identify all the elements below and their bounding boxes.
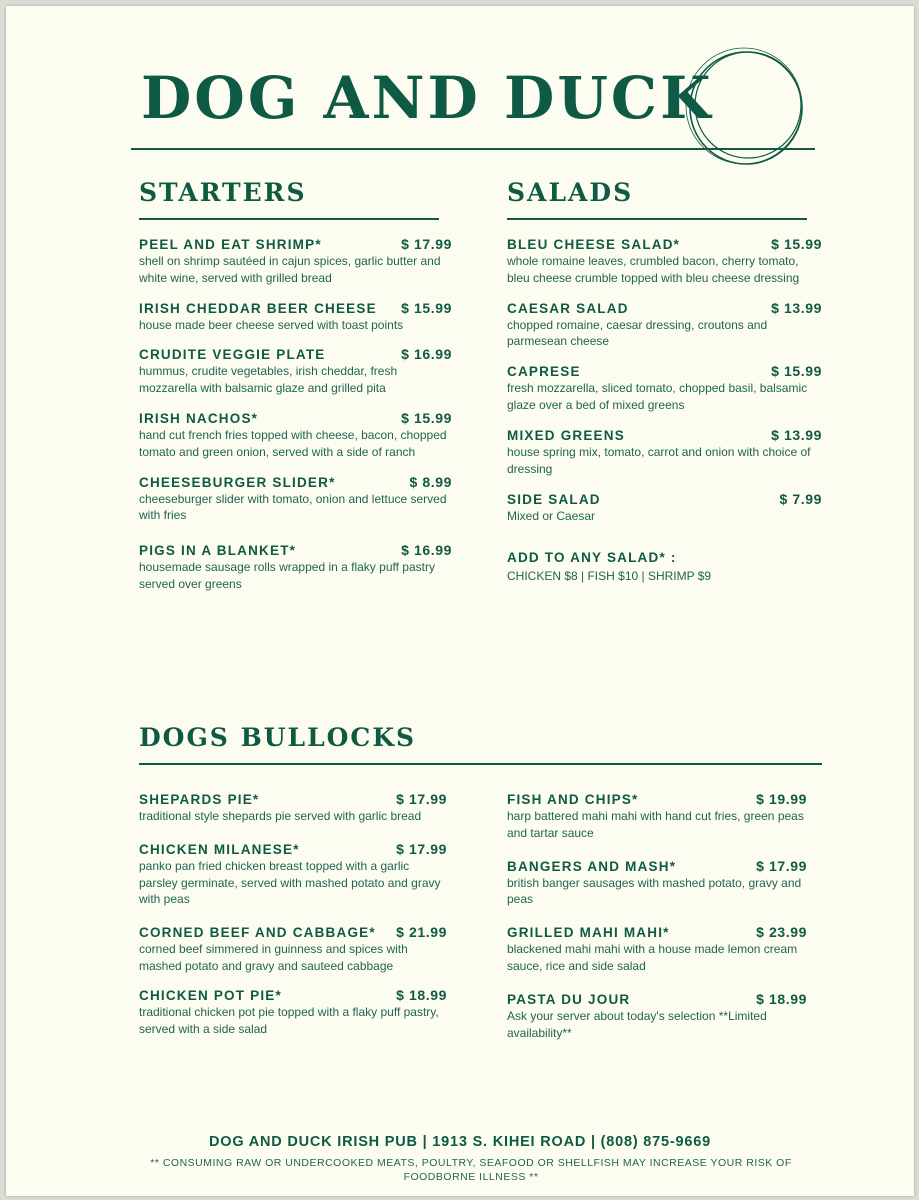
menu-item [507, 858, 807, 909]
menu-item-header [139, 987, 447, 1003]
menu-item-price: $ 17.99 [401, 236, 452, 252]
menu-item [139, 924, 447, 975]
menu-item-description: Ask your server about today's selection **Limited availability** [507, 1008, 767, 1040]
menu-item [139, 474, 452, 525]
footer-disclaimer: ** CONSUMING RAW OR UNDERCOOKED MEATS, POULTRY, SEAFOOD OR SHELLFISH MAY INCREASE YOUR RISK OF FOODBORNE ILLNESS ** [150, 1157, 792, 1183]
menu-item-header [507, 363, 822, 379]
menu-item-header [139, 542, 452, 558]
menu-page [6, 6, 914, 1196]
menu-item-description: panko pan fried chicken breast topped with a garlic parsley germinate, served with mashed potato and gravy with peas [139, 858, 441, 907]
menu-item [139, 300, 452, 334]
menu-item-price: $ 15.99 [401, 409, 452, 426]
menu-item [507, 491, 822, 525]
menu-item-header [139, 924, 447, 940]
menu-item-name: CAPRESE [507, 364, 581, 380]
menu-item-price: $ 17.99 [756, 857, 807, 874]
menu-item-price: $ 19.99 [756, 791, 807, 807]
menu-item-price: $ 16.99 [401, 542, 452, 559]
menu-item-description: corned beef simmered in guinness and spices with mashed potato and gravy and sauteed cabbage [139, 942, 408, 973]
title-divider [131, 148, 815, 150]
section-title-dogs-bullocks: DOGS BULLOCKS [139, 723, 417, 752]
menu-item [507, 924, 807, 975]
menu-item-price: $ 16.99 [401, 346, 452, 363]
menu-item-description: Mixed or Caesar [507, 509, 596, 524]
menu-item-header [507, 924, 807, 940]
dogs-bullocks-right-list [507, 791, 807, 1041]
menu-item-price: $ 15.99 [771, 236, 822, 252]
menu-item-header [139, 346, 452, 362]
menu-item-name: CRUDITE VEGGIE PLATE [139, 347, 326, 363]
menu-item-description: british banger sausages with mashed potato, gravy and peas [507, 875, 802, 907]
menu-item-price: $ 18.99 [756, 990, 807, 1007]
menu-item [139, 791, 447, 825]
salad-addons [507, 550, 822, 583]
menu-item-price: $ 17.99 [396, 791, 447, 807]
menu-item-description: harp battered mahi mahi with hand cut fries, green peas and tartar sauce [507, 809, 804, 840]
menu-item-name: CORNED BEEF AND CABBAGE* [139, 925, 376, 941]
menu-item-name: SIDE SALAD [507, 492, 601, 508]
menu-item-name: IRISH CHEDDAR BEER CHEESE [139, 300, 377, 316]
addon-title: ADD TO ANY SALAD* : [507, 550, 677, 566]
menu-item-name: PIGS IN A BLANKET* [139, 543, 297, 559]
section-title-salads: SALADS [507, 178, 634, 207]
dogs-bullocks-left-list [139, 791, 447, 1037]
menu-item [507, 427, 822, 478]
menu-item-price: $ 21.99 [396, 924, 447, 941]
menu-item-description: chopped romaine, caesar dressing, croutons and parmesean cheese [507, 317, 768, 349]
section-title-starters: STARTERS [139, 178, 307, 207]
menu-item-price: $ 15.99 [771, 363, 822, 380]
circle-emblem-icon [682, 42, 812, 172]
menu-item-header [139, 791, 447, 807]
menu-item [139, 841, 447, 908]
menu-item-header [507, 236, 822, 252]
menu-item-name: CHICKEN MILANESE* [139, 841, 300, 857]
menu-item [139, 987, 447, 1038]
menu-item-name: FISH AND CHIPS* [507, 792, 639, 807]
menu-item-header [507, 991, 807, 1007]
menu-item-header [507, 427, 822, 443]
salads-column [507, 236, 822, 583]
menu-item-description: house spring mix, tomato, carrot and onion with choice of dressing [507, 444, 811, 476]
menu-item-header [139, 410, 452, 426]
menu-item-header [507, 858, 807, 874]
menu-item [507, 991, 807, 1042]
menu-item-price: $ 8.99 [409, 473, 452, 490]
menu-item-description: cheeseburger slider with tomato, onion and lettuce served with fries [139, 491, 447, 523]
menu-item-name: CHICKEN POT PIE* [139, 987, 282, 1003]
menu-item-name: IRISH NACHOS* [139, 410, 259, 426]
menu-item [507, 300, 822, 351]
menu-item [139, 410, 452, 461]
menu-item-header [139, 841, 447, 857]
menu-item-description: hummus, crudite vegetables, irish cheddar, fresh mozzarella with balsamic glaze and grilled pita [139, 364, 398, 396]
menu-item-description: shell on shrimp sautéed in cajun spices, garlic butter and white wine, served with grilled bread [139, 254, 441, 285]
addon-prices: CHICKEN $8 | FISH $10 | SHRIMP $9 [507, 569, 712, 584]
menu-item-description: hand cut french fries topped with cheese, bacon, chopped tomato and green onion, served with a side of ranch [139, 427, 447, 459]
menu-item-header [507, 791, 807, 807]
menu-item-name: CAESAR SALAD [507, 300, 629, 316]
menu-item-description: whole romaine leaves, crumbled bacon, cherry tomato, bleu cheese crumble topped with bleu cheese dressing [507, 254, 800, 285]
menu-item-name: BLEU CHEESE SALAD* [507, 237, 681, 252]
menu-item [507, 236, 822, 287]
salads-list [507, 236, 822, 525]
menu-item-header [139, 300, 452, 316]
menu-item-name: SHEPARDS PIE* [139, 792, 260, 807]
menu-item [507, 791, 807, 842]
menu-item-name: BANGERS AND MASH* [507, 858, 677, 874]
menu-item-description: traditional style shepards pie served with garlic bread [139, 809, 422, 823]
menu-item-description: traditional chicken pot pie topped with a flaky puff pastry, served with a side salad [139, 1004, 439, 1036]
menu-item [139, 346, 452, 397]
menu-item-header [507, 300, 822, 316]
menu-item-price: $ 13.99 [771, 426, 822, 443]
menu-item [507, 363, 822, 414]
menu-item-price: $ 13.99 [771, 299, 822, 316]
menu-item-description: blackened mahi mahi with a house made lemon cream sauce, rice and side salad [507, 942, 798, 973]
menu-item-name: CHEESEBURGER SLIDER* [139, 474, 336, 490]
menu-item-header [507, 491, 822, 507]
menu-item [139, 236, 452, 287]
menu-item-header [139, 236, 452, 252]
menu-item-price: $ 18.99 [396, 986, 447, 1003]
menu-item-price: $ 23.99 [756, 924, 807, 941]
menu-item-price: $ 15.99 [401, 299, 452, 316]
menu-item-name: PASTA DU JOUR [507, 991, 631, 1007]
menu-item [139, 542, 452, 593]
footer-address: DOG AND DUCK IRISH PUB | 1913 S. KIHEI ROAD | (808) 875-9669 [209, 1134, 711, 1150]
menu-item-price: $ 17.99 [396, 840, 447, 857]
dogs-bullocks-divider [139, 763, 822, 765]
menu-item-name: GRILLED MAHI MAHI* [507, 925, 670, 941]
starters-divider [139, 218, 439, 220]
menu-item-price: $ 7.99 [779, 491, 822, 508]
menu-item-description: house made beer cheese served with toast points [139, 317, 404, 332]
salads-divider [507, 218, 807, 220]
menu-item-name: PEEL AND EAT SHRIMP* [139, 237, 322, 252]
menu-item-name: MIXED GREENS [507, 427, 625, 443]
menu-item-description: fresh mozzarella, sliced tomato, chopped basil, balsamic glaze over a bed of mixed greens [507, 381, 808, 412]
starters-list [139, 236, 452, 593]
menu-item-header [139, 474, 452, 490]
menu-item-description: housemade sausage rolls wrapped in a flaky puff pastry served over greens [139, 560, 435, 591]
menu-title: DOG AND DUCK [141, 64, 714, 132]
